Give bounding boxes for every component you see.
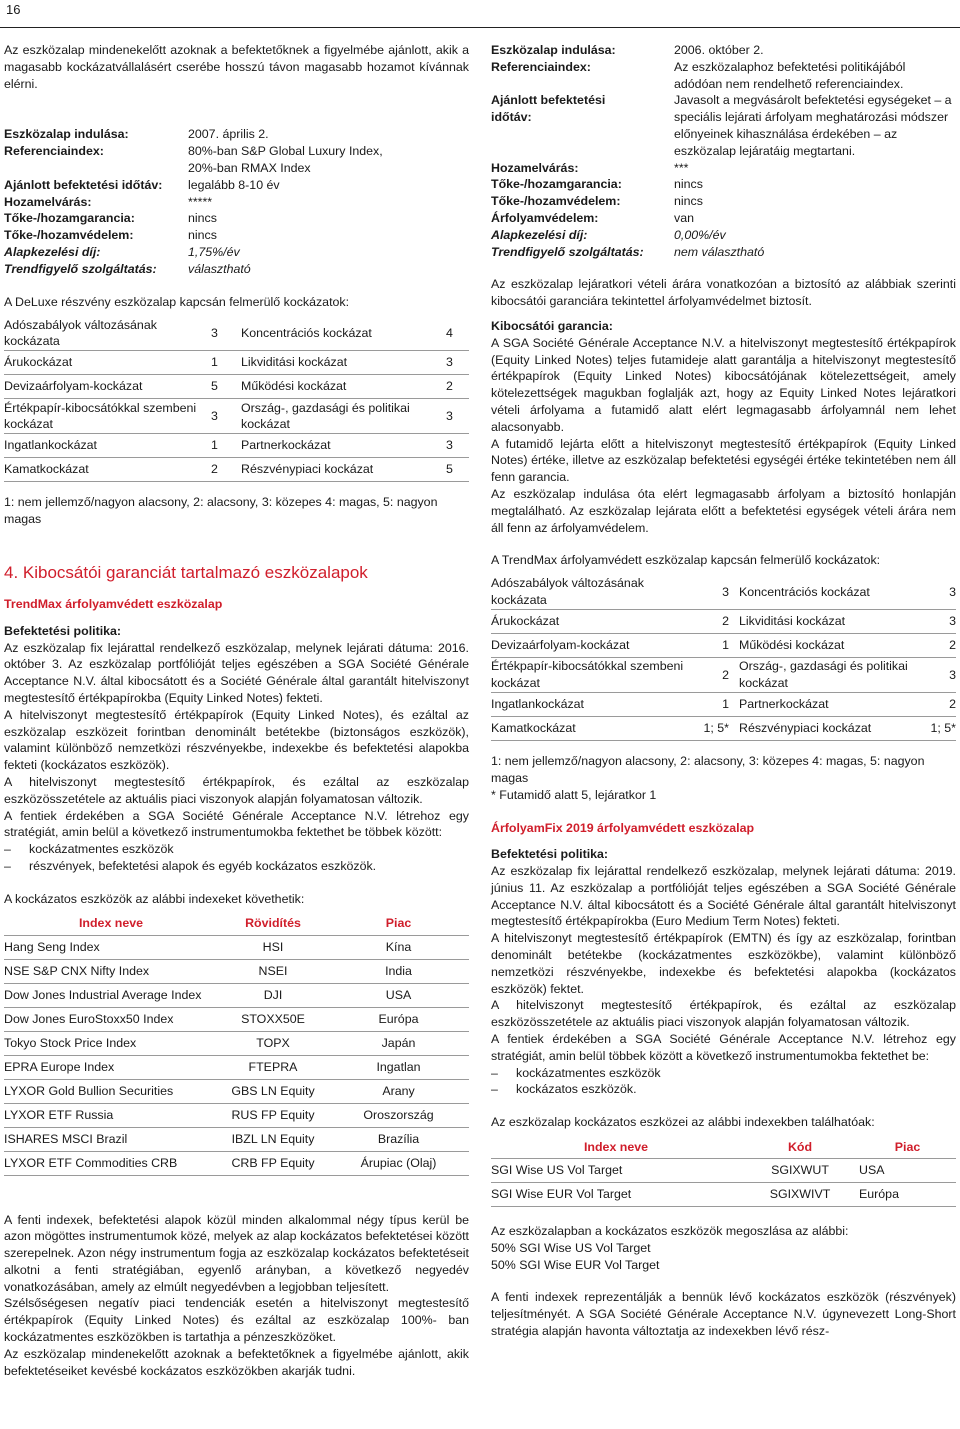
capital-guarantee-label: Tőke-/hozamgarancia: xyxy=(491,177,622,192)
index-abbr: GBS LN Equity xyxy=(218,1079,328,1103)
closing-paragraph-3: Az eszközalap mindenekelőtt azoknak a befektetőknek a figyelmébe ajánlott, akik befektetéseiket kevésbé kockázatos eszközökben akarják tudni. xyxy=(4,1346,469,1378)
risk-name: Kamatkockázat xyxy=(491,717,691,741)
launch-label: Eszközalap indulása: xyxy=(4,127,129,142)
policy-paragraph-2: A hitelviszonyt megtestesítő értékpapírok (Equity Linked Notes), és ezáltal az eszközalap eszközeit forintban denominált betétekbe (biztonságos eszközök), valamint különböző nemzetközi részvényekbe, indexekbe és befektetési alapokba fekteti (kockázatos eszközök). xyxy=(4,707,469,773)
price-protection-label: Árfolyamvédelem: xyxy=(491,210,599,225)
policy-paragraph-2: A hitelviszonyt megtestesítő értékpapírok (EMTN) és így az eszközalap, forintban denominált betétekbe (kockázatmentes eszközökbe), valamint különböző nemzetközi részvényekbe, indexekbe és befektetési alapokba (kockázatos eszközök) fektet. xyxy=(491,931,956,996)
horizon-label-2: időtáv: xyxy=(491,110,532,125)
index-market: Ingatlan xyxy=(328,1055,469,1079)
list-item: – részvények, befektetési alapok és egyéb kockázatos eszközök. xyxy=(4,858,469,875)
index-name: Tokyo Stock Price Index xyxy=(4,1031,218,1055)
index-market-header: Piac xyxy=(328,913,469,936)
index-abbr: CRB FP Equity xyxy=(218,1151,328,1175)
trend-value: nem választható xyxy=(674,244,765,259)
risk-value: 3 xyxy=(924,658,956,693)
risk-name: Részvénypiaci kockázat xyxy=(241,458,446,482)
risk-name: Ingatlankockázat xyxy=(491,693,691,717)
index-abbr: FTEPRA xyxy=(218,1055,328,1079)
issuer-paragraph-2: A futamidő lejárta előtt a hitelviszonyt megtestesítő értékpapírok (Equity Linked Notes) értéke, illetve az eszközalap befektetési egységéi értéke tekintetében nem áll fenn garancia. xyxy=(491,436,956,485)
table-row xyxy=(4,1151,469,1175)
risk-value: 3 xyxy=(211,316,241,351)
risk-value: 2 xyxy=(691,658,729,693)
index-abbr: DJI xyxy=(218,983,328,1007)
reference-row xyxy=(491,59,956,93)
index-market: Európa xyxy=(859,1183,956,1207)
instrument-list xyxy=(4,841,469,875)
table-row xyxy=(4,935,469,959)
risk-name: Partnerkockázat xyxy=(241,434,446,458)
capital-guarantee-row xyxy=(491,176,956,193)
fund-title: TrendMax árfolyamvédett eszközalap xyxy=(4,596,223,611)
risk-value: 3 xyxy=(211,399,241,434)
instrument-list xyxy=(491,1065,956,1099)
risk-name: Koncentrációs kockázat xyxy=(729,575,924,610)
capital-guarantee-row xyxy=(4,210,469,227)
policy-label: Befektetési politika: xyxy=(4,623,122,638)
index-name: Dow Jones Industrial Average Index xyxy=(4,983,218,1007)
index-name-header: Index neve xyxy=(491,1136,741,1159)
risk-name: Ország-, gazdasági és politikai kockázat xyxy=(241,399,446,434)
capital-guarantee-value: nincs xyxy=(674,177,703,192)
fee-value: 0,00%/év xyxy=(674,227,726,242)
closing-paragraph-2: Szélsőségesen negatív piaci tendenciák esetén a hitelviszonyt megtestesítő értékpapírok (Equity Linked Notes) és ezáltal az eszközalap 100%- ban kockázatmentes eszközökben is tartathja a pénzeszközöket. xyxy=(4,1296,469,1345)
launch-row xyxy=(491,42,956,59)
reference-value-1: 80%-ban S&P Global Luxury Index, xyxy=(188,144,383,159)
trend-label: Trendfigyelő szolgáltatás: xyxy=(4,261,157,276)
yield-label: Hozamelvárás: xyxy=(491,160,579,175)
risk-value: 3 xyxy=(924,610,956,634)
maturity-text: Az eszközalap lejáratkori vételi árára vonatkozóan a biztosító az alábbiak szerinti kibocsátói garanciára tekintettel árfolyamvédelmet biztosít. xyxy=(491,277,956,309)
yield-label: Hozamelvárás: xyxy=(4,194,92,209)
risk-value: 1; 5* xyxy=(691,717,729,741)
table-row xyxy=(4,1055,469,1079)
risk-name: Koncentrációs kockázat xyxy=(241,316,446,351)
risk-value: 5 xyxy=(446,458,469,482)
horizon-value: Javasolt a megvásárolt befektetési egységeket – a speciális lejárati árfolyam meghatározási módszer előnyeinek kihasználása érdekében – az eszközalap lejáratáig megtartani. xyxy=(674,93,952,158)
index-intro: A kockázatos eszközök az alábbi indexeket követhetik: xyxy=(4,891,305,906)
fee-label: Alapkezelési díj: xyxy=(491,227,588,242)
yield-value: *** xyxy=(674,160,689,175)
capital-protection-row xyxy=(4,227,469,244)
index-market-header: Piac xyxy=(859,1136,956,1159)
table-row xyxy=(491,575,956,610)
table-row xyxy=(4,1007,469,1031)
index-name: NSE S&P CNX Nifty Index xyxy=(4,959,218,983)
risk-name: Árukockázat xyxy=(4,351,211,375)
risk-value: 3 xyxy=(446,399,469,434)
policy-paragraph-1: Az eszközalap fix lejárattal rendelkező eszközalap, melynek lejárati dátuma: 2016. október 3. Az eszközalap portfólióját teljes egészében a SGA Société Générale Acceptance N.V. által kibocsátott és a Société Générale által garantált hitelviszonyt megtestesítő értékpapírokba (Equity Linked Notes) fekteti. xyxy=(4,640,469,705)
table-row xyxy=(491,717,956,741)
right-column xyxy=(491,42,956,1340)
split-intro: Az eszközalapban a kockázatos eszközök megoszlása az alábbi: xyxy=(491,1224,849,1239)
risk-name: Értékpapír-kibocsátókkal szembeni kockázat xyxy=(4,399,211,434)
split-line-1: 50% SGI Wise US Vol Target xyxy=(491,1240,651,1255)
index-table xyxy=(4,913,469,1176)
fee-row xyxy=(4,244,469,261)
policy-paragraph-1: Az eszközalap fix lejárattal rendelkező eszközalap, melynek lejárati dátuma: 2019. június 11. Az eszközalap a portfólióját teljes egészében a SGA Société Générale Acceptance N.V. által kibocsátott és a Société Générale által garantált hitelviszonyt megtestesítő értékpapírokba (Euro Medium Term Notes) fekteti. xyxy=(491,864,956,929)
launch-value: 2007. április 2. xyxy=(188,127,269,142)
closing-paragraph-1: A fenti indexek, befektetési alapok közül minden alkalommal négy típus kerül be azon mögöttes instrumentumok közé, melyek az alap kockázatos befektetései között szerepelnek. Azon négy instrumentum fogja az eszközalap kockázatos befektetéseit alkotni a fenti stratégiában, egyenlő arányban, a következő negyedév vonatkozásában, amely az elmúlt negyedévben a legjobban teljesített. xyxy=(4,1212,469,1294)
index-code: SGIXWUT xyxy=(741,1159,859,1183)
reference-value-2: 20%-ban RMAX Index xyxy=(188,160,311,175)
table-row xyxy=(4,399,469,434)
index-code: SGIXWIVT xyxy=(741,1183,859,1207)
split-line-2: 50% SGI Wise EUR Vol Target xyxy=(491,1257,660,1272)
horizon-label: Ajánlott befektetési időtáv: xyxy=(4,177,163,192)
index-abbr: NSEI xyxy=(218,959,328,983)
risk-title: A TrendMax árfolyamvédett eszközalap kapcsán felmerülő kockázatok: xyxy=(491,553,881,568)
index-name-header: Index neve xyxy=(4,913,218,936)
price-protection-row xyxy=(491,210,956,227)
list-item: – kockázatmentes eszközök xyxy=(4,841,469,858)
index-name: SGI Wise US Vol Target xyxy=(491,1159,741,1183)
risk-value: 2 xyxy=(924,693,956,717)
capital-protection-value: nincs xyxy=(188,228,217,243)
risk-legend: 1: nem jellemző/nagyon alacsony, 2: alacsony, 3: közepes 4: magas, 5: nagyon magas xyxy=(491,754,925,785)
index-name: SGI Wise EUR Vol Target xyxy=(491,1183,741,1207)
reference-label: Referenciaindex: xyxy=(4,144,104,159)
index-market: Oroszország xyxy=(328,1103,469,1127)
page-number: 16 xyxy=(6,2,21,17)
trend-row xyxy=(4,261,469,278)
index-intro: Az eszközalap kockázatos eszközei az alábbi indexekben találhatóak: xyxy=(491,1115,875,1130)
index-name: Hang Seng Index xyxy=(4,935,218,959)
table-row xyxy=(491,658,956,693)
trend-row xyxy=(491,244,956,261)
risk-value: 2 xyxy=(924,634,956,658)
trend-label: Trendfigyelő szolgáltatás: xyxy=(491,244,644,259)
risk-name: Adószabályok változásának kockázata xyxy=(4,316,211,351)
launch-label: Eszközalap indulása: xyxy=(491,43,616,57)
index-market: India xyxy=(328,959,469,983)
table-row xyxy=(491,610,956,634)
table-row xyxy=(491,1159,956,1183)
issuer-paragraph-1: A SGA Société Générale Acceptance N.V. a hitelviszonyt megtestesítő értékpapírok (Equity Linked Notes) teljes futamideje alatt garantálja a hitelviszonyt megtestesítő értékpapírok (Equity Linked Notes) kibocsátójának kötelezettségeit, amely kötelezettségek magukban foglalják azt, hogy az Equity Linked Notes lejáratkori vételi árfolyama a futamidő alatt elért legmagasabb árfolyamnál nem lehet alacsonyabb. xyxy=(491,335,956,434)
table-row xyxy=(4,1103,469,1127)
yield-row xyxy=(4,194,469,211)
risk-name: Adószabályok változásának kockázata xyxy=(491,575,691,610)
issuer-paragraph-3: Az eszközalap indulása óta elért legmagasabb árfolyam a biztosító honlapján megtalálható. Az eszközalap lejárata előtt a befektetési egységek vételi árára nem áll fenn az árfolyamvédelem. xyxy=(491,486,956,535)
index-market: USA xyxy=(859,1159,956,1183)
index-market: USA xyxy=(328,983,469,1007)
list-item: – kockázatos eszközök. xyxy=(491,1081,956,1098)
risk-title: A DeLuxe részvény eszközalap kapcsán felmerülő kockázatok: xyxy=(4,294,350,309)
capital-protection-label: Tőke-/hozamvédelem: xyxy=(491,194,621,209)
risk-value: 1 xyxy=(211,351,241,375)
index-abbr: RUS FP Equity xyxy=(218,1103,328,1127)
table-row xyxy=(491,693,956,717)
policy-paragraph-4: A fentiek érdekében a SGA Société Générale Acceptance N.V. létrehoz egy stratégiát, amin belül többek között a következő instrumentumokba fektethet be: xyxy=(491,1032,956,1063)
risk-value: 1; 5* xyxy=(924,717,956,741)
price-protection-value: van xyxy=(674,210,694,225)
index-abbr: TOPX xyxy=(218,1031,328,1055)
yield-row xyxy=(491,160,956,177)
risk-value: 2 xyxy=(446,375,469,399)
table-row xyxy=(4,434,469,458)
launch-row xyxy=(4,126,469,143)
index-code-header: Kód xyxy=(741,1136,859,1159)
fee-row xyxy=(491,227,956,244)
fund-title: ÁrfolyamFix 2019 árfolyamvédett eszközalap xyxy=(491,820,755,835)
risk-name: Likviditási kockázat xyxy=(241,351,446,375)
risk-name: Kamatkockázat xyxy=(4,458,211,482)
closing-paragraph: A fenti indexek reprezentálják a bennük lévő kockázatos eszközök (részvények) teljesítményét. A SGA Société Générale Acceptance N.V. úgynevezett Long-Short stratégia alapján havonta változtatja az indexekben lévő rész- xyxy=(491,1290,956,1339)
policy-paragraph-4: A fentiek érdekében a SGA Société Générale Acceptance N.V. létrehoz egy stratégiát, amin belül a következő instrumentumokba fektethet be többek között: xyxy=(4,808,469,840)
risk-table xyxy=(4,316,469,482)
horizon-value: legalább 8-10 év xyxy=(188,177,280,192)
table-row xyxy=(4,1031,469,1055)
risk-value: 3 xyxy=(446,351,469,375)
capital-protection-value: nincs xyxy=(674,194,703,209)
index-name: EPRA Europe Index xyxy=(4,1055,218,1079)
risk-name: Árukockázat xyxy=(491,610,691,634)
table-row xyxy=(4,351,469,375)
index-market: Japán xyxy=(328,1031,469,1055)
fee-label: Alapkezelési díj: xyxy=(4,244,101,259)
index-market: Brazília xyxy=(328,1127,469,1151)
risk-name: Likviditási kockázat xyxy=(729,610,924,634)
fee-value: 1,75%/év xyxy=(188,244,240,259)
header-rule xyxy=(0,27,960,28)
index-name: LYXOR Gold Bullion Securities xyxy=(4,1079,218,1103)
deluxe-intro: Az eszközalap mindenekelőtt azoknak a befektetőknek a figyelmébe ajánlott, akik a magasabb kockázatvállalásért cserébe hosszú távon magasabb hozamot kívánnak elérni. xyxy=(4,43,469,91)
index-market: Kína xyxy=(328,935,469,959)
section-heading: 4. Kibocsátói garanciát tartalmazó eszközalapok xyxy=(4,562,368,582)
index-abbr: STOXX50E xyxy=(218,1007,328,1031)
index-market: Európa xyxy=(328,1007,469,1031)
index-market: Arany xyxy=(328,1079,469,1103)
risk-value: 3 xyxy=(924,575,956,610)
risk-value: 3 xyxy=(446,434,469,458)
table-row xyxy=(4,458,469,482)
launch-value: 2006. október 2. xyxy=(674,43,764,57)
risk-value: 1 xyxy=(691,634,729,658)
table-row xyxy=(4,1079,469,1103)
risk-value: 1 xyxy=(211,434,241,458)
policy-paragraph-3: A hitelviszonyt megtestesítő értékpapírok, és ezáltal az eszközalap eszközösszetétele az aktuális piaci viszonyok alapján folyamatosan változik. xyxy=(491,998,956,1030)
index-name: LYXOR ETF Russia xyxy=(4,1103,218,1127)
table-row xyxy=(4,983,469,1007)
risk-footnote: * Futamidő alatt 5, lejáratkor 1 xyxy=(491,787,657,802)
index-abbr: HSI xyxy=(218,935,328,959)
capital-protection-label: Tőke-/hozamvédelem: xyxy=(4,228,134,243)
risk-value: 2 xyxy=(211,458,241,482)
reference-row xyxy=(4,143,469,177)
risk-name: Devizaárfolyam-kockázat xyxy=(4,375,211,399)
risk-name: Partnerkockázat xyxy=(729,693,924,717)
risk-table xyxy=(491,575,956,741)
capital-protection-row xyxy=(491,193,956,210)
issuer-label: Kibocsátói garancia: xyxy=(491,318,613,333)
index-table xyxy=(491,1136,956,1207)
risk-name: Értékpapír-kibocsátókkal szembeni kockázat xyxy=(491,658,691,693)
index-market: Árupiac (Olaj) xyxy=(328,1151,469,1175)
reference-value: Az eszközalaphoz befektetési politikájából adódóan nem rendelhető referenciaindex. xyxy=(674,59,906,91)
horizon-row xyxy=(4,177,469,194)
risk-name: Működési kockázat xyxy=(241,375,446,399)
table-row xyxy=(491,1183,956,1207)
reference-label: Referenciaindex: xyxy=(491,59,591,74)
horizon-row xyxy=(491,92,956,159)
risk-value: 4 xyxy=(446,316,469,351)
risk-value: 2 xyxy=(691,610,729,634)
risk-value: 3 xyxy=(691,575,729,610)
index-name: ISHARES MSCI Brazil xyxy=(4,1127,218,1151)
list-item: – kockázatmentes eszközök xyxy=(491,1065,956,1082)
risk-name: Devizaárfolyam-kockázat xyxy=(491,634,691,658)
policy-paragraph-3: A hitelviszonyt megtestesítő értékpapírok, és ezáltal az eszközalap eszközösszetétele az aktuális piaci viszonyok alapján folyamatosan változik. xyxy=(4,774,469,806)
trend-value: választható xyxy=(188,261,251,276)
index-abbr-header: Rövidítés xyxy=(218,913,328,936)
capital-guarantee-value: nincs xyxy=(188,211,217,226)
risk-name: Ingatlankockázat xyxy=(4,434,211,458)
index-name: Dow Jones EuroStoxx50 Index xyxy=(4,1007,218,1031)
left-column xyxy=(4,42,469,1379)
risk-value: 1 xyxy=(691,693,729,717)
table-row xyxy=(4,1127,469,1151)
horizon-label-1: Ajánlott befektetési xyxy=(491,93,606,108)
risk-name: Működési kockázat xyxy=(729,634,924,658)
policy-label: Befektetési politika: xyxy=(491,847,609,862)
table-row xyxy=(4,375,469,399)
risk-name: Részvénypiaci kockázat xyxy=(729,717,924,741)
risk-name: Ország-, gazdasági és politikai kockázat xyxy=(729,658,924,693)
risk-value: 5 xyxy=(211,375,241,399)
table-row xyxy=(4,959,469,983)
index-name: LYXOR ETF Commodities CRB xyxy=(4,1151,218,1175)
table-row xyxy=(491,634,956,658)
risk-legend: 1: nem jellemző/nagyon alacsony, 2: alacsony, 3: közepes 4: magas, 5: nagyon magas xyxy=(4,495,438,527)
table-row xyxy=(4,316,469,351)
yield-value: ***** xyxy=(188,194,213,209)
index-abbr: IBZL LN Equity xyxy=(218,1127,328,1151)
capital-guarantee-label: Tőke-/hozamgarancia: xyxy=(4,211,135,226)
